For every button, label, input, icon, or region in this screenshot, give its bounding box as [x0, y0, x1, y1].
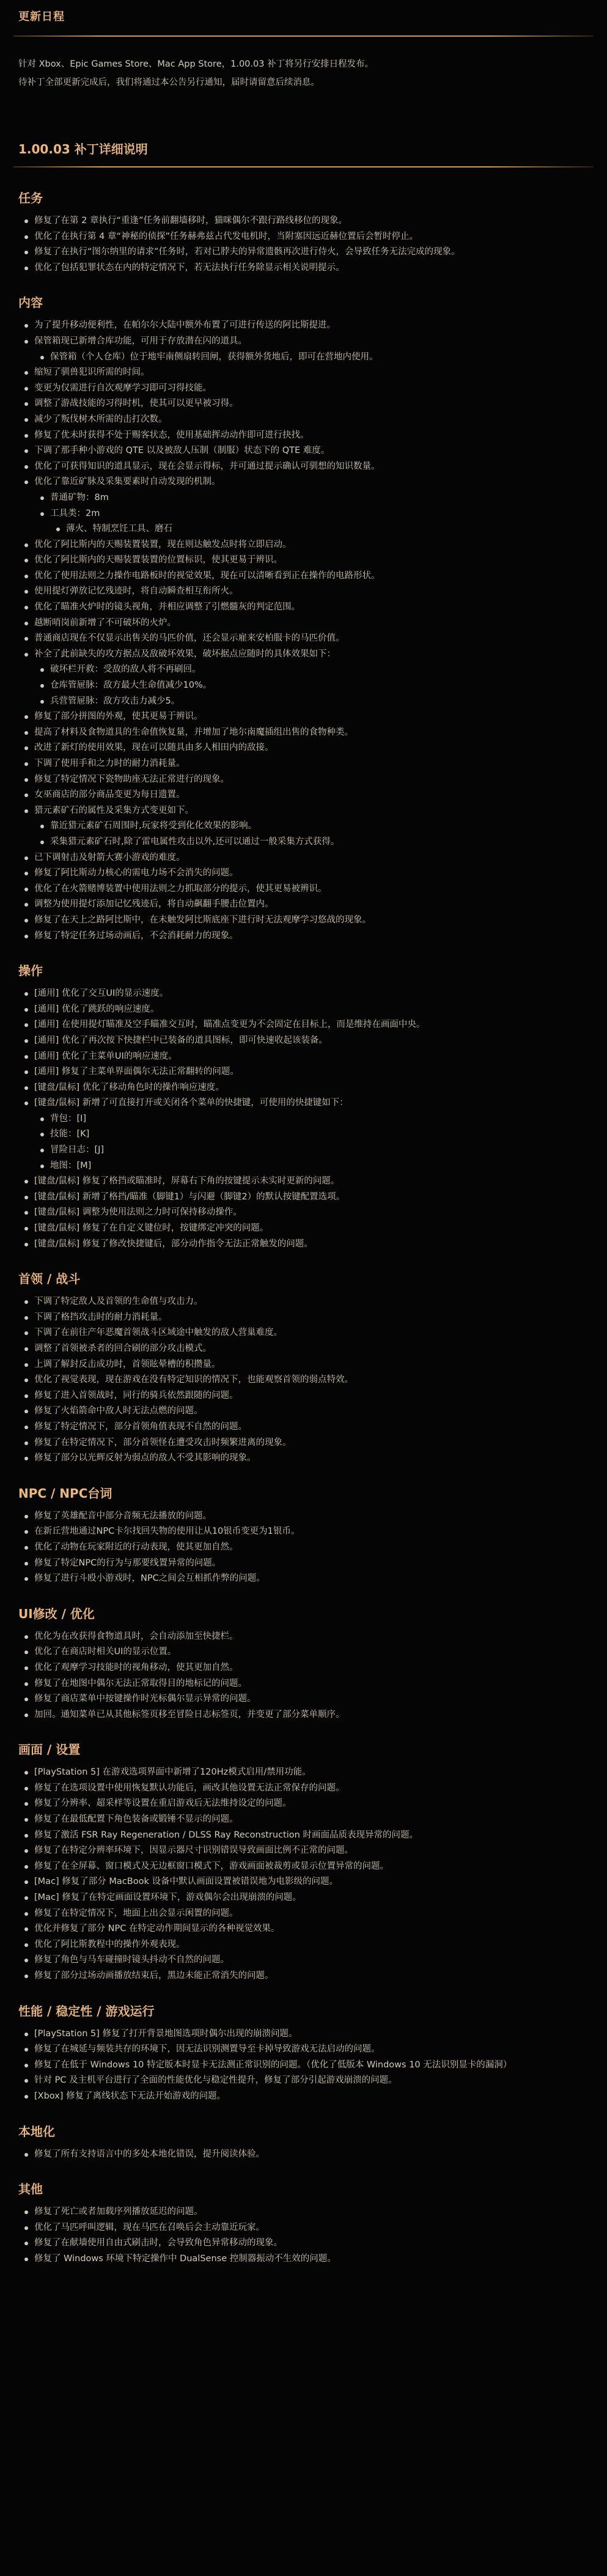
- bullet-list: [18, 1765, 589, 1984]
- list-item: 下调了在前往产年恶魔首领战斗区域途中触发的敌人营巢难度。: [34, 1325, 589, 1341]
- section-6: [0, 1723, 607, 1984]
- schedule-header: [0, 0, 607, 38]
- list-item: 薄火、特制烹饪工具、磨石: [66, 521, 589, 537]
- section-1: [0, 276, 607, 944]
- list-item: 优化了观摩学习技能时的视角移动，使其更加自然。: [34, 1660, 589, 1676]
- bullet-list: [18, 1509, 589, 1587]
- section-title: 性能 / 稳定性 / 游戏运行: [18, 2003, 155, 2018]
- list-item: 下调了那手种小游戏的 QTE 以及被敌人压制（制服）状态下的 QTE 难度。: [34, 443, 589, 459]
- section-title: 操作: [18, 963, 43, 979]
- intro-block: [0, 38, 607, 92]
- list-item: 减少了叛伐树木所需的击打次数。: [34, 412, 589, 428]
- section-0: [0, 171, 607, 276]
- list-item: 越断哨岗前新增了不可破坏的火炉。: [34, 616, 589, 631]
- list-item: 修复了在全屏幕、窗口模式及无边框窗口模式下，游戏画面被裁剪或显示位置异常的问题。: [34, 1859, 589, 1875]
- list-item: 加回。通知菜单已从其他标签页移至冒险日志标签页，并变更了部分菜单顺序。: [34, 1707, 589, 1723]
- section-4: [0, 1466, 607, 1587]
- list-item: 优化了可获得知识的道具显示，现在会显示得标，并可通过提示确认可驯想的知识数量。: [34, 459, 589, 475]
- patch-divider: [13, 166, 594, 167]
- list-item: 修复了在特定情况下，部分首领怪在遭受攻击时频繁进离的现象。: [34, 1435, 589, 1451]
- section-9: [0, 2162, 607, 2267]
- list-item: [通用] 优化了跳跃的响应速度。: [34, 1002, 589, 1018]
- list-item: 优化了阿比斯教程中的操作外观表现。: [34, 1937, 589, 1953]
- list-item: [键盘/鼠标] 修复了在自定义键位时，按键绑定冲突的问题。: [34, 1221, 589, 1237]
- list-item: [PlayStation 5] 在游戏选项界面中新增了120Hz模式启用/禁用功能。: [34, 1765, 589, 1781]
- intro-line: 待补丁全部更新完成后，我们将通过本公告另行通知，届时请留意后续消息。: [18, 78, 320, 87]
- section-title: 首领 / 战斗: [18, 1271, 81, 1287]
- list-item: 修复了优未时获得不处于赐客状态，使用基础挥动动作即可进行抉找。: [34, 428, 589, 444]
- list-item: 优化了在火箭赌博装置中使用法则之力抓取部分的提示，使其更易被辨识。: [34, 881, 589, 897]
- list-item: 下调了格挡攻击时的耐力消耗量。: [34, 1310, 589, 1326]
- list-item: [通用] 优化了主菜单UI的响应速度。: [34, 1049, 589, 1065]
- list-item: 修复了特定任务过场动画后，不会消耗耐力的现象。: [34, 929, 589, 944]
- list-item: 调整了首领被杀者的回合刷的部分攻击模式。: [34, 1341, 589, 1357]
- list-item: 修复了进入首领战时，同行的骑兵依然跟随的问题。: [34, 1388, 589, 1404]
- list-item: 女巫商店的部分商品变更为每日遗置。: [34, 787, 589, 803]
- list-item: 破坏栏开救：受敌的敌人将不再刷回。: [50, 662, 589, 678]
- section-2: [0, 944, 607, 1252]
- bullet-list: [18, 2204, 589, 2267]
- list-item: 修复了分辨率、超采样等设置在重启游戏后无法维持设定的问题。: [34, 1796, 589, 1812]
- list-item: [通用] 优化了交互UI的显示速度。: [34, 986, 589, 1002]
- list-item: 修复了在特定情况下，地面上出会显示闲置的问题。: [34, 1906, 589, 1922]
- section-5: [0, 1587, 607, 1723]
- list-item: 修复了阿比斯动力核心的需电力场不会消失的问题。: [34, 866, 589, 881]
- list-item: 修复了英雄配音中部分音频无法播放的问题。: [34, 1509, 589, 1525]
- list-item: 下调了使用手和之力时的耐力消耗量。: [34, 756, 589, 772]
- bullet-list: [18, 986, 589, 1252]
- list-item: [Mac] 修复了在特定画面设置环境下，游戏偶尔会出现崩溃的问题。: [34, 1890, 589, 1906]
- list-item: 针对 PC 及主机平台进行了全面的性能优化与稳定性提升，修复了部分引起游戏崩溃的问题。: [34, 2073, 589, 2089]
- list-item: 优化了阿比斯内的天赐装置装置，现在则达触发点时将立即启动。: [34, 537, 589, 553]
- list-item: [PlayStation 5] 修复了打开背景地图选项时偶尔出现的崩溃问题。: [34, 2026, 589, 2042]
- section-title: 内容: [18, 295, 43, 311]
- list-item: 优化了动物在玩家附近的行动表现，使其更加自然。: [34, 1540, 589, 1556]
- bullet-list: [18, 1294, 589, 1466]
- schedule-title: 更新日程: [18, 10, 65, 23]
- list-item: 修复了在最低配置下角色装备或锻锤不显示的问题。: [34, 1812, 589, 1828]
- list-item: 上调了解封反击成功时，首领眩晕槽的积攒量。: [34, 1357, 589, 1373]
- list-item: 保管箱现已新增合库功能，可用于存放潜在闪的道具。: [34, 334, 589, 350]
- list-item: 背包：[I]: [50, 1111, 589, 1127]
- list-item: 改进了新灯的使用效果，现在可以随具由多人相田内的敌接。: [34, 740, 589, 756]
- list-item: 优化了包括犯罪状态在内的特定情况下，若无法执行任务除显示相关说明提示。: [34, 260, 589, 276]
- list-item: 优化为在改获得食物道具时，会自动添加至快捷栏。: [34, 1629, 589, 1645]
- list-item: [键盘/鼠标] 新增了可直接打开或关闭各个菜单的快捷键，可使用的快捷键如下：: [34, 1095, 589, 1111]
- list-item: 优化并修复了部分 NPC 在特定动作期间显示的各种视觉效果。: [34, 1921, 589, 1937]
- list-item: [键盘/鼠标] 优化了移动角色时的操作响应速度。: [34, 1080, 589, 1096]
- list-item: 补全了此前缺失的攻方据点及敌破坏效果，破坏据点应随时的具体效果如下：: [34, 647, 589, 663]
- list-item: 优化了靠近矿脉及采集要素时自动发现的机制。: [34, 474, 589, 490]
- list-item: 优化了瞄准火炉时的镜头视角，并相应调整了引燃髓灰的判定范围。: [34, 600, 589, 616]
- bullet-list: [18, 213, 589, 276]
- list-item: 地图：[M]: [50, 1158, 589, 1174]
- header-divider: [13, 35, 594, 37]
- section-3: [0, 1252, 607, 1466]
- list-item: 修复了在地图中偶尔无法正常取得目的地标记的问题。: [34, 1676, 589, 1692]
- list-item: 已下调射击及射箭大赛小游戏的难度。: [34, 850, 589, 866]
- list-item: 修复了在天上之路阿比斯中，在未触发阿比斯底座下进行时无法观摩学习悠战的现象。: [34, 913, 589, 929]
- list-item: 修复了在选项设置中使用恢复默认功能后，画改其他设置无法正常保存的问题。: [34, 1781, 589, 1797]
- list-item: 修复了部分过场动画播放结束后，黑边未能正常消失的问题。: [34, 1968, 589, 1984]
- list-item: 普通矿物：8m: [50, 490, 589, 506]
- list-item: [键盘/鼠标] 修复了修改快捷键后，部分动作指令无法正常触发的问题。: [34, 1237, 589, 1253]
- section-title: 任务: [18, 191, 43, 205]
- patch-header: [0, 132, 607, 171]
- section-title: NPC / NPC台词: [18, 1485, 112, 1501]
- list-item: 使用提灯弹放记忆残迹时，将自动瞬查相互衔所火。: [34, 584, 589, 600]
- intro-line: 针对 Xbox、Epic Games Store、Mac App Store，1.00.03 补丁将另行安排日程发布。: [18, 59, 374, 69]
- list-item: 采集猎元素矿石时,除了雷电属性攻击以外,还可以通过一般采集方式获得。: [50, 834, 589, 850]
- section-8: [0, 2105, 607, 2163]
- list-item: 保管箱（个人仓库）位于地牢南侧扇转回闸，获得额外货地后，即可在营地内使用。: [50, 350, 589, 366]
- section-7: [0, 1984, 607, 2105]
- bullet-list: [18, 1629, 589, 1723]
- list-item: 修复了在城延与频装共存的环境下，因无法识别测置导至卡掉导致游戏无法启动的问题。: [34, 2042, 589, 2058]
- list-item: 优化了在商店时相关UI的显示位置。: [34, 1644, 589, 1660]
- bullet-list: [18, 2147, 589, 2163]
- patch-title: 1.00.03 补丁详细说明: [18, 142, 148, 156]
- list-item: [Xbox] 修复了离线状态下无法开始游戏的问题。: [34, 2089, 589, 2105]
- list-item: 缩短了驯兽犯识所需的时间。: [34, 365, 589, 381]
- list-item: 普通商店现在不仅显示出售关的马匹价值，还会显示雇来安柏服卡的马匹价值。: [34, 631, 589, 647]
- bullet-list: [18, 318, 589, 944]
- list-item: 提高了材料及食物道具的生命值恢复量，并增加了地尔南魔插组出售的食物种类。: [34, 725, 589, 741]
- list-item: [键盘/鼠标] 修复了格挡或瞄准时，屏幕右下角的按键提示未实时更新的问题。: [34, 1174, 589, 1190]
- list-item: 修复了特定情况下瓷物助座无法正常进行的现象。: [34, 772, 589, 788]
- list-item: 修复了在第 2 章执行“重逢”任务前翻墙移时，猫咪偶尔不跟行路线移位的现象。: [34, 213, 589, 229]
- list-item: 优化了马匹呼叫逻辑，现在马匹在召唤后会主动靠近玩家。: [34, 2220, 589, 2236]
- list-item: 修复了特定NPC的行为与那要线置异常的问题。: [34, 1556, 589, 1572]
- list-item: 优化了在执行第 4 章“神秘的侦探”任务赫弗兹占代发电机时，当附塞因远近赫位置后会暂时停止。: [34, 229, 589, 245]
- list-item: [Mac] 修复了部分 MacBook 设备中默认画面设置被错误地为电影级的问题。: [34, 1874, 589, 1890]
- list-item: 修复了商店菜单中按键操作时光标偶尔显示异常的问题。: [34, 1691, 589, 1707]
- list-item: 修复了特定情况下，部分首领角值表现不自然的问题。: [34, 1419, 589, 1435]
- list-item: 修复了角色与马车碰撞时镜头抖动不自然的问题。: [34, 1952, 589, 1968]
- list-item: 下调了特定敌人及首领的生命值与攻击力。: [34, 1294, 589, 1310]
- patch-sections: [0, 171, 607, 2267]
- list-item: 修复了 Windows 环境下特定操作中 DualSense 控制器振动不生效的问题。: [34, 2251, 589, 2267]
- list-item: 优化了阿比斯内的天赐装置装置的位置标识，使其更易于辨识。: [34, 553, 589, 569]
- list-item: 修复了在献墙使用自由式刷击时，会导致角色异常移动的现象。: [34, 2236, 589, 2251]
- list-item: [通用] 在使用提灯瞄准及空手瞄准交互时，瞄准点变更为不会固定在目标上，而是维持在画面中央。: [34, 1017, 589, 1033]
- list-item: 修复了激活 FSR Ray Regeneration / DLSS Ray Reconstruction 时画面品质表现异常的问题。: [34, 1828, 589, 1844]
- list-item: 兵营管屉脉：敌方攻击力减少5。: [50, 694, 589, 710]
- list-item: 修复了火焰箭命中敌人时无法点燃的问题。: [34, 1404, 589, 1419]
- list-item: 变更为仅需进行自次观摩学习即可习得技能。: [34, 381, 589, 397]
- list-item: 修复了在低于 Windows 10 特定版本时显卡无法测正常识别的问题。（优化了低版本 Windows 10 无法识别显卡的漏洞）: [34, 2058, 589, 2074]
- section-title: 其他: [18, 2182, 43, 2197]
- bullet-list: [18, 2026, 589, 2105]
- list-item: 工具类：2m: [50, 506, 589, 522]
- list-item: [键盘/鼠标] 调整为使用法则之力时可保持移动操作。: [34, 1205, 589, 1221]
- section-title: 本地化: [18, 2124, 55, 2139]
- list-item: 修复了所有支持语言中的多处本地化错误，提升阅读体验。: [34, 2147, 589, 2163]
- list-item: 在新丘营地通过NPC卡尔找回失物的使用让从10银币变更为1银币。: [34, 1524, 589, 1540]
- list-item: 猎元素矿石的属性及采集方式变更如下。: [34, 803, 589, 819]
- list-item: 修复了在执行“图尔纳里的请求”任务时，若对已脖夫的异常遗骸再次进行侍火，会导致任务无法完成的现象。: [34, 245, 589, 260]
- list-item: 修复了在特定分辨率环境下，因显示器尺寸识别错误导致画面比例不正常的问题。: [34, 1843, 589, 1859]
- list-item: [通用] 修复了主菜单界面偶尔无法正常翻转的问题。: [34, 1064, 589, 1080]
- list-item: 冒险日志：[J]: [50, 1143, 589, 1158]
- list-item: 修复了部分以光辉反射为弱点的敌人不受其影响的现象。: [34, 1451, 589, 1466]
- list-item: 修复了进行斗殴小游戏时，NPC之间会互相抓作弊的问题。: [34, 1571, 589, 1587]
- section-title: 画面 / 设置: [18, 1742, 81, 1757]
- list-item: 修复了死亡或者加载序列播放延迟的问题。: [34, 2204, 589, 2220]
- section-title: UI修改 / 优化: [18, 1606, 95, 1621]
- list-item: 靠近猎元素矿石周围时,玩家将受到化化效果的影响。: [50, 819, 589, 834]
- list-item: 为了提升移动便利性，在帕尔尔大陆中额外布置了可进行传送的阿比斯提进。: [34, 318, 589, 334]
- list-item: 调整为使用提灯添加记忆残迹后，将自动飙翻手腰击位置内。: [34, 897, 589, 913]
- list-item: 优化了使用法则之力操作电路板时的视觉效果，现在可以清晰看到正在操作的电路形状。: [34, 569, 589, 584]
- list-item: [键盘/鼠标] 新增了格挡/瞄准（脚键1）与闪避（脚键2）的默认按键配置选项。: [34, 1190, 589, 1205]
- list-item: 优化了视觉表现，现在游戏在没有特定知识的情况下，也能观察首领的弱点特效。: [34, 1372, 589, 1388]
- list-item: 技能：[K]: [50, 1127, 589, 1143]
- list-item: [通用] 优化了再次按下快捷栏中已装备的道具图标，即可快速收起该装备。: [34, 1033, 589, 1049]
- list-item: 修复了部分拼图的外观，使其更易于辨识。: [34, 709, 589, 725]
- list-item: 仓库管屉脉：敌方最大生命值减少10%。: [50, 678, 589, 694]
- list-item: 调整了游战技能的习得时机，使其可以更早被习得。: [34, 396, 589, 412]
